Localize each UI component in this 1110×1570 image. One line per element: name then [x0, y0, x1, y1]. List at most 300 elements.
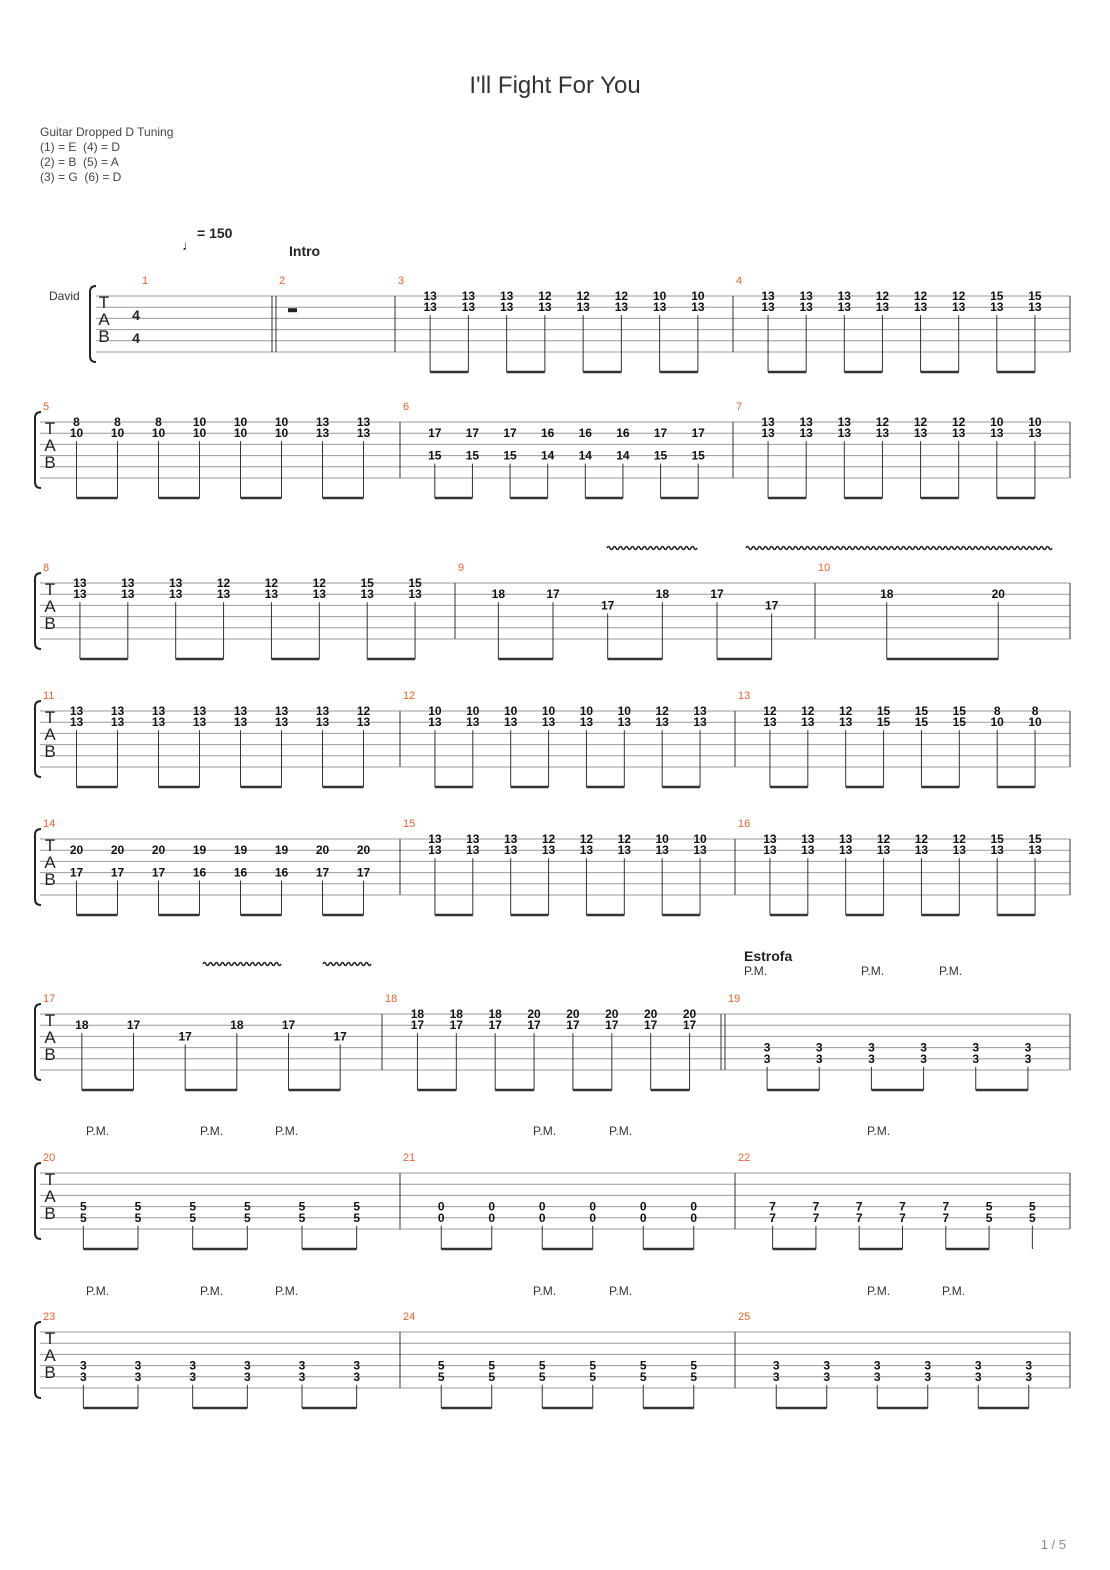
fret-number: 13 [914, 843, 929, 858]
fret-number: 13 [192, 704, 207, 718]
fret-number: 15 [691, 448, 705, 463]
fret-number: 13 [801, 832, 815, 846]
fret-number: 13 [799, 415, 813, 429]
tab-clef-letter: A [44, 853, 56, 872]
measure-number: 19 [728, 993, 741, 1005]
fret-number: 18 [491, 587, 506, 602]
fret-number: 13 [151, 704, 166, 718]
fret-number: 13 [466, 832, 480, 846]
measure-number: 25 [738, 1311, 751, 1323]
fret-number: 3 [823, 1358, 831, 1373]
fret-number: 5 [1029, 1199, 1036, 1214]
palm-mute-marker: P.M. [200, 1124, 224, 1138]
fret-number: 20 [69, 843, 84, 858]
vibrato-mark [746, 547, 1052, 550]
tab-clef-letter: B [44, 614, 56, 633]
measure-number: 1 [142, 275, 149, 287]
fret-number: 15 [653, 448, 668, 463]
fret-number: 13 [315, 715, 330, 730]
fret-number: 14 [616, 448, 630, 463]
fret-number: 0 [639, 1199, 647, 1214]
fret-number: 13 [428, 832, 442, 846]
palm-mute-marker: P.M. [533, 1284, 557, 1298]
fret-number: 8 [993, 704, 1001, 718]
vibrato-mark [203, 963, 281, 966]
fret-number: 7 [899, 1210, 906, 1225]
fret-number: 3 [868, 1040, 875, 1055]
fret-number: 3 [763, 1051, 771, 1066]
fret-number: 13 [360, 587, 374, 602]
tab-clef-letter: T [44, 1011, 56, 1030]
fret-number: 17 [605, 1018, 619, 1033]
tab-clef-letter: A [44, 436, 56, 455]
fret-number: 10 [69, 426, 84, 441]
fret-number: 12 [913, 415, 928, 429]
fret-number: 12 [952, 415, 966, 429]
fret-number: 8 [1031, 704, 1039, 718]
fret-number: 5 [189, 1210, 197, 1225]
fret-number: 12 [614, 289, 629, 303]
fret-number: 16 [192, 865, 207, 880]
fret-number: 13 [839, 832, 853, 846]
fret-number: 5 [589, 1358, 597, 1373]
fret-number: 10 [274, 415, 289, 429]
fret-number: 20 [605, 1007, 619, 1021]
measure-number: 16 [738, 818, 751, 830]
fret-number: 13 [801, 843, 815, 858]
system-bracket [35, 1322, 41, 1398]
palm-mute-marker: P.M. [939, 964, 963, 978]
fret-number: 3 [873, 1369, 881, 1384]
fret-number: 13 [761, 426, 775, 441]
fret-number: 3 [243, 1358, 251, 1373]
fret-number: 13 [763, 715, 777, 730]
fret-number: 3 [873, 1358, 881, 1373]
palm-mute-marker: P.M. [609, 1124, 633, 1138]
palm-mute-marker: P.M. [867, 1284, 891, 1298]
fret-number: 13 [499, 300, 514, 315]
tab-clef-letter: A [44, 725, 56, 744]
fret-number: 13 [952, 426, 966, 441]
fret-number: 5 [538, 1358, 546, 1373]
fret-number: 13 [579, 715, 594, 730]
fret-number: 3 [1025, 1369, 1033, 1384]
fret-number: 13 [990, 843, 1004, 858]
section-intro: Intro [289, 243, 321, 259]
fret-number: 13 [952, 843, 966, 858]
track-name: David [49, 289, 80, 303]
fret-number: 5 [134, 1210, 142, 1225]
fret-number: 18 [449, 1007, 463, 1021]
tuning-line-1: (1) = E (4) = D [40, 140, 121, 154]
fret-number: 13 [356, 426, 371, 441]
palm-mute-marker: P.M. [942, 1284, 966, 1298]
fret-number: 12 [952, 832, 966, 846]
fret-number: 13 [69, 704, 84, 718]
fret-number: 10 [617, 704, 631, 718]
fret-number: 13 [121, 587, 135, 602]
system-bracket [35, 1163, 41, 1239]
fret-number: 10 [990, 715, 1004, 730]
tab-clef-letter: B [44, 453, 56, 472]
fret-number: 7 [855, 1199, 863, 1214]
fret-number: 13 [315, 704, 330, 718]
fret-number: 10 [151, 426, 166, 441]
fret-number: 17 [566, 1018, 580, 1033]
fret-number: 18 [410, 1007, 425, 1021]
fret-number: 3 [974, 1369, 982, 1384]
fret-number: 10 [192, 415, 207, 429]
fret-number: 13 [576, 300, 590, 315]
fret-number: 20 [991, 587, 1005, 602]
measure-number: 17 [43, 993, 56, 1005]
palm-mute-marker: P.M. [200, 1284, 224, 1298]
fret-number: 16 [233, 865, 248, 880]
fret-number: 13 [617, 843, 631, 858]
fret-number: 13 [799, 300, 813, 315]
fret-number: 3 [298, 1358, 306, 1373]
measure-number: 2 [279, 275, 286, 287]
fret-number: 5 [639, 1358, 647, 1373]
fret-number: 0 [589, 1210, 597, 1225]
fret-number: 5 [134, 1199, 142, 1214]
palm-mute-marker: P.M. [86, 1124, 110, 1138]
fret-number: 15 [990, 289, 1004, 303]
measure-number: 3 [398, 275, 405, 287]
fret-number: 13 [763, 843, 777, 858]
fret-number: 17 [764, 598, 779, 613]
fret-number: 13 [169, 576, 183, 590]
tab-clef-letter: A [44, 1028, 56, 1047]
fret-number: 12 [952, 289, 966, 303]
fret-number: 12 [264, 576, 279, 590]
measure-number: 21 [403, 1152, 416, 1164]
system-bracket [35, 1004, 41, 1080]
fret-number: 13 [538, 300, 552, 315]
fret-number: 13 [356, 715, 371, 730]
fret-number: 0 [690, 1199, 698, 1214]
fret-number: 13 [693, 704, 707, 718]
fret-number: 18 [880, 587, 894, 602]
fret-number: 5 [1029, 1210, 1036, 1225]
fret-number: 13 [763, 832, 777, 846]
fret-number: 13 [121, 576, 135, 590]
fret-number: 5 [298, 1210, 306, 1225]
tuning-line-2: (2) = B (5) = A [40, 155, 119, 169]
palm-mute-marker: P.M. [275, 1284, 299, 1298]
fret-number: 5 [639, 1369, 647, 1384]
fret-number: 14 [541, 448, 555, 463]
fret-number: 17 [281, 1018, 296, 1033]
fret-number: 5 [79, 1210, 87, 1225]
system-bracket [90, 286, 96, 362]
fret-number: 13 [423, 289, 437, 303]
fret-number: 10 [693, 832, 707, 846]
fret-number: 13 [799, 289, 813, 303]
fret-number: 13 [990, 426, 1004, 441]
fret-number: 17 [315, 865, 330, 880]
fret-number: 7 [812, 1210, 820, 1225]
fret-number: 5 [488, 1358, 496, 1373]
fret-number: 7 [899, 1199, 906, 1214]
tuning-line-3: (3) = G (6) = D [40, 170, 122, 184]
fret-number: 13 [652, 300, 667, 315]
section-estrofa: Estrofa [744, 948, 793, 964]
fret-number: 20 [356, 843, 371, 858]
fret-number: 18 [655, 587, 670, 602]
fret-number: 13 [839, 843, 853, 858]
fret-number: 13 [169, 587, 183, 602]
fret-number: 12 [763, 704, 777, 718]
measure-number: 22 [738, 1152, 751, 1164]
measure-number: 15 [403, 818, 416, 830]
fret-number: 10 [990, 415, 1004, 429]
palm-mute-marker: P.M. [609, 1284, 633, 1298]
fret-number: 3 [815, 1051, 823, 1066]
fret-number: 3 [920, 1040, 927, 1055]
fret-number: 15 [990, 832, 1004, 846]
fret-number: 15 [408, 576, 422, 590]
fret-number: 13 [461, 289, 476, 303]
tab-clef-letter: A [44, 1187, 56, 1206]
fret-number: 13 [655, 715, 669, 730]
tab-clef-letter: A [44, 597, 56, 616]
fret-number: 3 [1024, 1051, 1032, 1066]
palm-mute-marker: P.M. [861, 964, 885, 978]
fret-number: 20 [527, 1007, 541, 1021]
fret-number: 3 [353, 1358, 361, 1373]
fret-number: 19 [233, 843, 248, 858]
fret-number: 3 [298, 1369, 306, 1384]
measure-number: 24 [403, 1311, 416, 1323]
fret-number: 10 [1028, 415, 1042, 429]
fret-number: 5 [985, 1199, 993, 1214]
fret-number: 13 [73, 576, 87, 590]
fret-number: 13 [466, 843, 480, 858]
fret-number: 13 [541, 715, 556, 730]
system-bracket [35, 412, 41, 488]
fret-number: 17 [126, 1018, 141, 1033]
measure-number: 13 [738, 690, 751, 702]
fret-number: 5 [437, 1358, 445, 1373]
fret-number: 3 [243, 1369, 251, 1384]
tab-clef-letter: T [44, 580, 56, 599]
fret-number: 0 [538, 1210, 546, 1225]
fret-number: 3 [189, 1358, 197, 1373]
fret-number: 12 [617, 832, 631, 846]
palm-mute-marker: P.M. [86, 1284, 110, 1298]
fret-number: 13 [151, 715, 166, 730]
fret-number: 12 [579, 832, 594, 846]
palm-mute-marker: P.M. [867, 1124, 891, 1138]
fret-number: 3 [1025, 1358, 1033, 1373]
fret-number: 13 [274, 715, 289, 730]
fret-number: 17 [110, 865, 125, 880]
fret-number: 13 [428, 843, 442, 858]
fret-number: 10 [579, 704, 594, 718]
fret-number: 17 [691, 426, 705, 441]
fret-number: 10 [110, 426, 125, 441]
fret-number: 8 [73, 415, 80, 429]
fret-number: 3 [79, 1369, 87, 1384]
tab-clef-letter: T [44, 419, 56, 438]
fret-number: 13 [839, 715, 853, 730]
fret-number: 15 [952, 704, 966, 718]
system-bracket [35, 701, 41, 777]
fret-number: 13 [1028, 300, 1042, 315]
measure-number: 11 [43, 690, 55, 702]
fret-number: 15 [876, 715, 891, 730]
fret-number: 15 [465, 448, 480, 463]
fret-number: 13 [73, 587, 87, 602]
fret-number: 7 [769, 1210, 776, 1225]
measure-number: 20 [43, 1152, 56, 1164]
fret-number: 7 [855, 1210, 863, 1225]
fret-number: 0 [437, 1199, 445, 1214]
fret-number: 3 [134, 1358, 142, 1373]
measure-number: 5 [43, 401, 50, 413]
fret-number: 12 [356, 704, 371, 718]
fret-number: 12 [216, 576, 231, 590]
fret-number: 15 [914, 704, 929, 718]
fret-number: 14 [578, 448, 592, 463]
fret-number: 12 [914, 832, 929, 846]
fret-number: 16 [578, 426, 592, 441]
fret-number: 7 [942, 1199, 950, 1214]
palm-mute-marker: P.M. [275, 1124, 299, 1138]
fret-number: 20 [151, 843, 166, 858]
tab-clef-letter: T [44, 708, 56, 727]
fret-number: 13 [990, 300, 1004, 315]
fret-number: 15 [914, 715, 929, 730]
quarter-note-icon: ♩ [182, 237, 196, 253]
fret-number: 20 [315, 843, 330, 858]
fret-number: 17 [428, 426, 442, 441]
fret-number: 13 [428, 715, 442, 730]
fret-number: 18 [75, 1018, 89, 1033]
tab-clef-letter: B [44, 1204, 56, 1223]
fret-number: 5 [243, 1199, 251, 1214]
tab-clef-letter: A [98, 310, 110, 329]
fret-number: 10 [1028, 715, 1042, 730]
fret-number: 10 [428, 704, 442, 718]
fret-number: 13 [315, 426, 330, 441]
palm-mute-marker: P.M. [744, 964, 768, 978]
fret-number: 13 [274, 704, 289, 718]
fret-number: 8 [155, 415, 162, 429]
tab-clef-letter: B [44, 742, 56, 761]
tab-clef-letter: B [44, 870, 56, 889]
fret-number: 17 [488, 1018, 502, 1033]
time-signature-top: 4 [132, 307, 140, 323]
fret-number: 3 [924, 1369, 932, 1384]
measure-number: 18 [385, 993, 398, 1005]
vibrato-mark [323, 963, 371, 966]
fret-number: 13 [504, 843, 518, 858]
fret-number: 13 [504, 832, 518, 846]
fret-number: 20 [566, 1007, 580, 1021]
fret-number: 0 [488, 1210, 496, 1225]
fret-number: 5 [243, 1210, 251, 1225]
fret-number: 19 [274, 843, 289, 858]
tab-clef-letter: T [44, 836, 56, 855]
fret-number: 13 [691, 300, 705, 315]
fret-number: 17 [410, 1018, 425, 1033]
fret-number: 5 [985, 1210, 993, 1225]
fret-number: 12 [839, 704, 853, 718]
fret-number: 13 [461, 300, 476, 315]
fret-number: 13 [192, 715, 207, 730]
fret-number: 5 [690, 1358, 698, 1373]
fret-number: 15 [503, 448, 517, 463]
fret-number: 17 [546, 587, 560, 602]
fret-number: 13 [541, 843, 556, 858]
fret-number: 13 [799, 426, 813, 441]
tab-clef-letter: T [44, 1170, 56, 1189]
fret-number: 17 [356, 865, 371, 880]
fret-number: 12 [576, 289, 590, 303]
fret-number: 20 [110, 843, 125, 858]
fret-number: 13 [423, 300, 437, 315]
fret-number: 7 [812, 1199, 820, 1214]
fret-number: 15 [952, 715, 966, 730]
fret-number: 13 [837, 415, 851, 429]
fret-number: 12 [876, 832, 891, 846]
measure-number: 7 [736, 401, 743, 413]
fret-number: 13 [875, 300, 890, 315]
fret-number: 17 [682, 1018, 697, 1033]
fret-number: 13 [233, 715, 248, 730]
fret-number: 13 [837, 300, 851, 315]
tab-clef-letter: T [44, 1329, 56, 1348]
fret-number: 20 [682, 1007, 697, 1021]
fret-number: 15 [360, 576, 374, 590]
fret-number: 10 [655, 832, 669, 846]
fret-number: 3 [823, 1369, 831, 1384]
fret-number: 17 [644, 1018, 658, 1033]
fret-number: 10 [691, 289, 705, 303]
measure-number: 10 [818, 562, 831, 574]
fret-number: 3 [974, 1358, 982, 1373]
fret-number: 19 [192, 843, 207, 858]
fret-number: 3 [972, 1040, 980, 1055]
tuning-instrument: Guitar Dropped D Tuning [40, 125, 174, 139]
fret-number: 0 [589, 1199, 597, 1214]
palm-mute-marker: P.M. [533, 1124, 557, 1138]
tab-clef-letter: T [98, 293, 110, 312]
fret-number: 5 [353, 1210, 361, 1225]
fret-number: 13 [617, 715, 631, 730]
fret-number: 13 [913, 426, 928, 441]
fret-number: 13 [110, 704, 125, 718]
fret-number: 8 [114, 415, 121, 429]
fret-number: 17 [653, 426, 668, 441]
measure-number: 23 [43, 1311, 56, 1323]
tab-clef-letter: B [44, 1045, 56, 1064]
fret-number: 5 [298, 1199, 306, 1214]
fret-number: 5 [589, 1369, 597, 1384]
fret-number: 7 [769, 1199, 776, 1214]
measure-number: 8 [43, 562, 50, 574]
fret-number: 13 [952, 300, 966, 315]
fret-number: 13 [693, 843, 707, 858]
fret-number: 13 [233, 704, 248, 718]
tab-clef-letter: A [44, 1346, 56, 1365]
fret-number: 13 [614, 300, 629, 315]
tab-clef-letter: B [98, 327, 110, 346]
fret-number: 12 [875, 289, 890, 303]
fret-number: 5 [488, 1369, 496, 1384]
